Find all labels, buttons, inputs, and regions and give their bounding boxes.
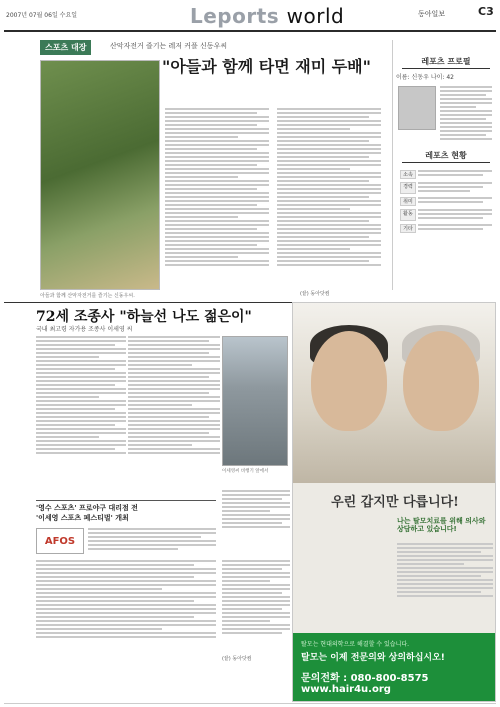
career-row: 취미: [400, 197, 492, 206]
lead-headline: "아들과 함께 타면 재미 두배": [162, 57, 371, 76]
page-number: C3: [478, 5, 494, 18]
ad-model-left: [311, 331, 387, 431]
paper-name: 동아일보: [418, 10, 446, 18]
mid-subheadline: 국내 최고령 자가용 조종사 이세영 씨: [36, 326, 133, 333]
lead-subheadline: 산악자전거 즐기는 레저 커플 신동우씨: [110, 42, 228, 50]
career-row: 기타: [400, 224, 492, 233]
ad-callout: 나는 탈모치료를 위해 의사와 상담하고 있습니다!: [397, 517, 486, 534]
event-body-top: [88, 528, 216, 558]
section-title-world: world: [286, 4, 345, 28]
mid-body-column-1: [36, 336, 126, 496]
profile-name: 이름: 신동우 나이: 42: [396, 74, 454, 81]
ad-body: [397, 543, 493, 603]
career-row: 활동: [400, 209, 492, 221]
event-headline: '영수 스포츠' 프로야구 대리점 전: [36, 504, 138, 512]
ad-model-right: [403, 331, 479, 431]
mid-photo-caption: 이세영씨 비행기 앞에서: [222, 469, 269, 474]
lead-column-1: [165, 108, 269, 288]
career-row: 소속: [400, 170, 492, 179]
lead-column-2: [277, 108, 381, 288]
profile-photo: [398, 86, 436, 130]
ad-footer-line-1: 탈모는 현대의학으로 해결할 수 있습니다.: [301, 641, 410, 648]
header-rule: [4, 30, 496, 32]
lead-photo: [40, 60, 160, 290]
mid-caption-text: [222, 490, 290, 550]
lead-body: [165, 108, 385, 288]
lead-kicker: 스포츠 대장: [40, 40, 91, 55]
section-title-leports: Leports: [190, 4, 280, 28]
event-body-main: [36, 560, 216, 650]
mid-body-column-2: [128, 336, 220, 496]
career-title: 레포츠 현황: [402, 150, 490, 163]
event-rule: [36, 500, 216, 501]
profile-text: [440, 86, 492, 146]
profile-title: 레포츠 프로필: [402, 56, 490, 69]
ad-footer: [293, 633, 496, 702]
event-byline: (끝) 동아닷컴: [222, 656, 252, 662]
issue-date: 2007년 07월 06일 수요일: [6, 12, 78, 19]
event-logo: AFOS: [36, 528, 84, 554]
event-body-side: [222, 560, 290, 650]
career-table: [400, 170, 492, 236]
ad-phone-number: 문의전화 : 080-800-8575 www.hair4u.org: [301, 673, 429, 695]
section-title: [190, 4, 344, 28]
lead-byline: (끝) 동아닷컴: [300, 291, 330, 297]
event-subheadline: '이세영 스포츠 페스티벌' 개최: [36, 514, 129, 522]
mid-photo: [222, 336, 288, 466]
mid-headline: 72세 조종사 "하늘선 나도 젊은이": [36, 309, 252, 325]
ad-photo: [293, 303, 496, 483]
bottom-rule: [4, 703, 496, 704]
lead-photo-caption: 아들과 함께 산악자전거를 즐기는 신동우씨.: [40, 293, 135, 299]
ad-slogan: 우린 갑지만 다릅니다!: [331, 495, 459, 510]
advertisement: [292, 302, 496, 702]
career-row: 경력: [400, 182, 492, 194]
ad-footer-line-2: 탈모는 이제 전문의와 상의하십시오!: [301, 653, 445, 663]
